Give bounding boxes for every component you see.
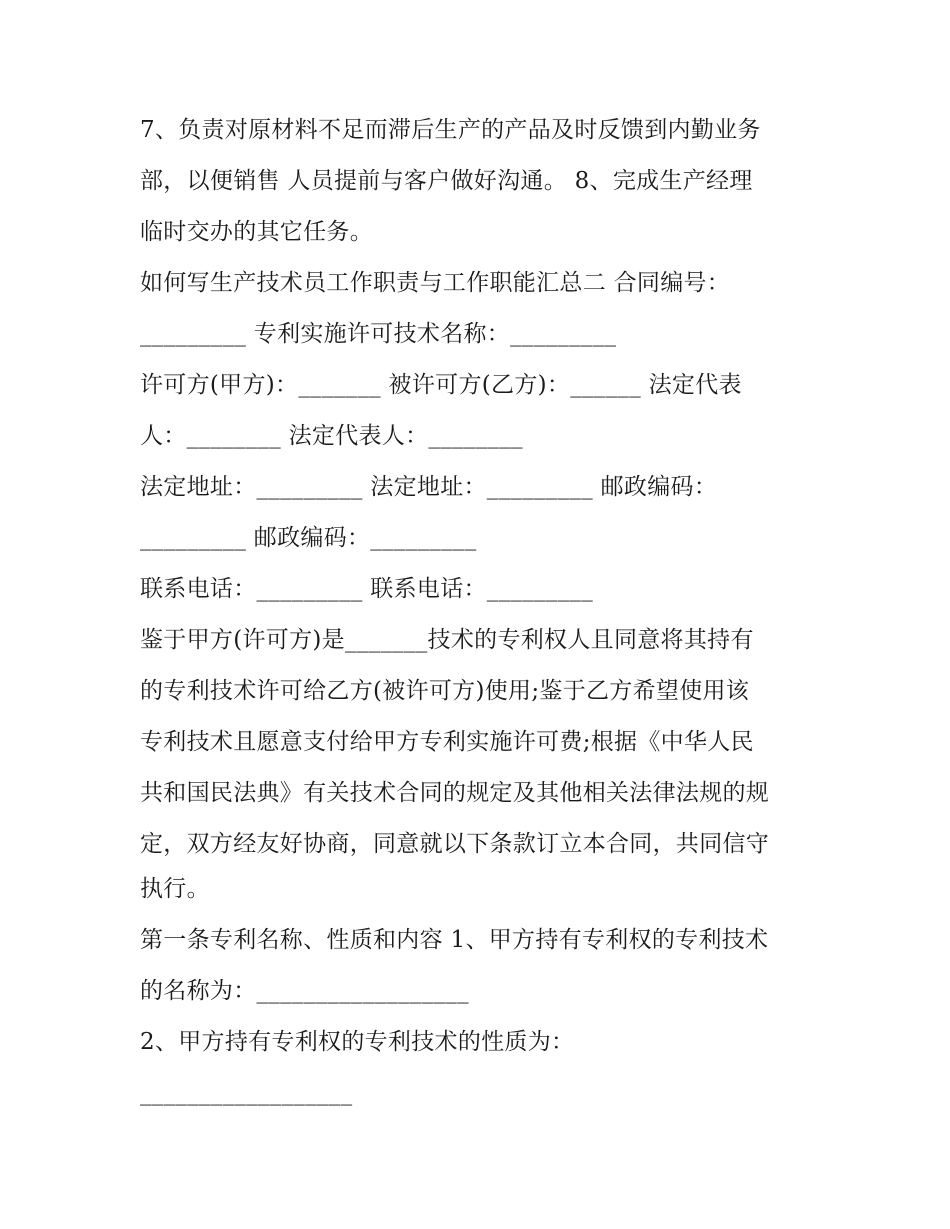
text-line: 人：________ 法定代表人：________ <box>140 423 523 449</box>
text-line: 2、甲方持有专利权的专利技术的性质为： <box>140 1029 575 1055</box>
text-line: 第一条专利名称、性质和内容 1、甲方持有专利权的专利技术 <box>140 927 769 953</box>
text-line: 定，双方经友好协商，同意就以下条款订立本合同，共同信守 <box>140 831 770 857</box>
text-line: 执行。 <box>140 876 210 902</box>
text-line: 鉴于甲方(许可方)是_______技术的专利权人且同意将其持有 <box>140 627 754 653</box>
text-line: 的名称为：__________________ <box>140 978 469 1004</box>
text-line: 临时交办的其它任务。 <box>140 219 373 245</box>
text-line: 共和国民法典》有关技术合同的规定及其他相关法律法规的规 <box>140 780 770 806</box>
text-line: 如何写生产技术员工作职责与工作职能汇总二 合同编号： <box>140 270 731 296</box>
text-line: 部，以便销售 人员提前与客户做好沟通。 8、完成生产经理 <box>140 168 753 194</box>
text-line: 专利技术且愿意支付给甲方专利实施许可费;根据《中华人民 <box>140 729 754 755</box>
text-line: 法定地址：_________ 法定地址：_________ 邮政编码： <box>140 474 718 500</box>
text-line: 许可方(甲方)：_______ 被许可方(乙方)：______ 法定代表 <box>140 372 742 398</box>
text-line: 联系电话：_________ 联系电话：_________ <box>140 576 594 602</box>
text-line: _________ 专利实施许可技术名称：_________ <box>140 321 617 347</box>
text-line: _________ 邮政编码：_________ <box>140 525 477 551</box>
text-line: 7、负责对原材料不足而滞后生产的产品及时反馈到内勤业务 <box>140 117 761 143</box>
text-line: __________________ <box>140 1080 353 1106</box>
text-line: 的专利技术许可给乙方(被许可方)使用;鉴于乙方希望使用该 <box>140 678 750 704</box>
